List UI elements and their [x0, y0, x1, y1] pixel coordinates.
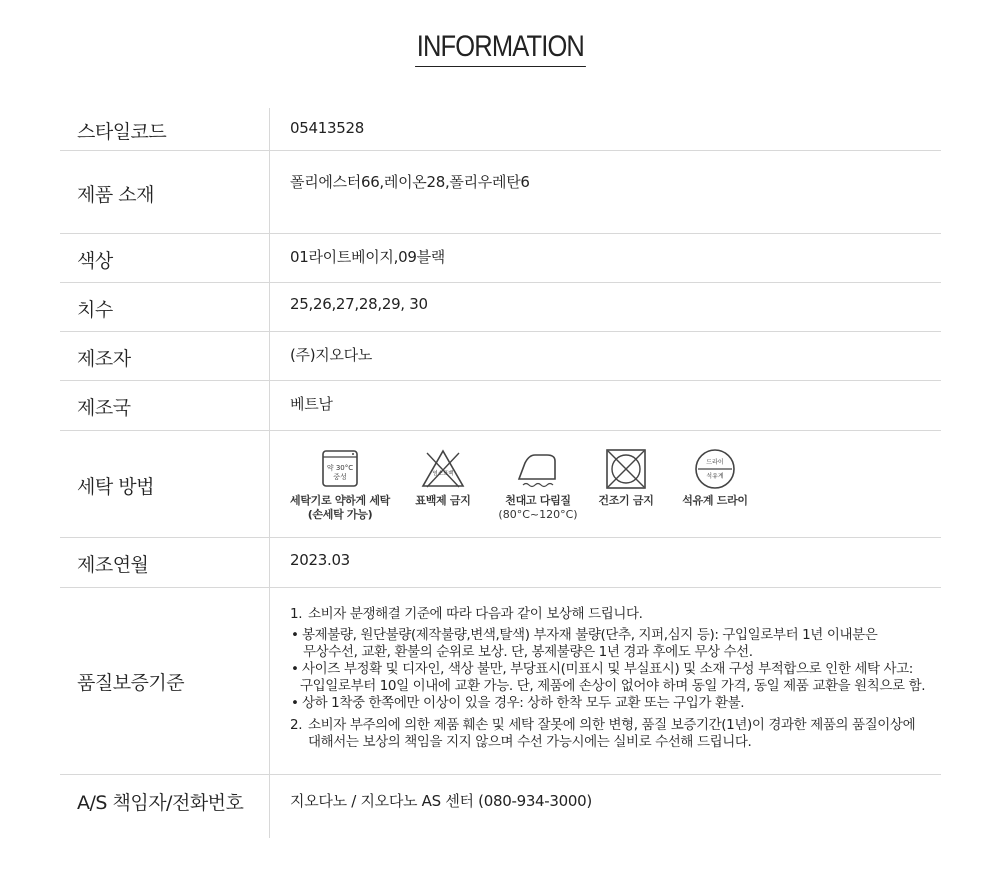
care-label-sub: (80°C~120°C) [498, 508, 578, 521]
care-item-iron [493, 449, 583, 521]
row-value: 25,26,27,28,29, 30 [290, 295, 428, 313]
care-icons [290, 449, 930, 539]
svg-text:염소표백: 염소표백 [432, 471, 454, 477]
row-label: 치수 [77, 299, 113, 321]
page-title: INFORMATION [415, 30, 586, 67]
warranty-item-1: 1. 소비자 분쟁해결 기준에 따라 다음과 같이 보상해 드립니다. [290, 606, 643, 622]
row-label: 제조자 [77, 348, 131, 370]
row-value: 05413528 [290, 119, 364, 137]
care-item-wash [290, 449, 390, 522]
row-value: 2023.03 [290, 551, 350, 569]
row-label: 품질보증기준 [77, 672, 185, 694]
table-row-warranty [60, 588, 941, 775]
table-row-color [60, 234, 941, 283]
table-row-as-contact [60, 775, 941, 838]
care-item-bleach [408, 449, 478, 508]
svg-text:중성: 중성 [333, 473, 347, 481]
row-value: 지오다노 / 지오다노 AS 센터 (080-934-3000) [290, 792, 592, 810]
table-row-maker [60, 332, 941, 381]
table-row-country [60, 381, 941, 431]
warranty-bullet: • 봉제불량, 원단불량(제작불량,변색,탈색) 부자재 불량(단추, 지퍼,심지 등): 구입일로부터 1년 이내분은 [291, 627, 878, 643]
row-label: 스타일코드 [77, 121, 167, 143]
warranty-text [290, 606, 940, 751]
row-value: (주)지오다노 [290, 346, 373, 364]
row-label: 제조연월 [77, 554, 149, 576]
row-value: 01라이트베이지,09블랙 [290, 248, 445, 266]
svg-text:약 30°C: 약 30°C [326, 464, 354, 472]
row-label: A/S 책임자/전화번호 [77, 792, 244, 814]
row-label: 색상 [77, 250, 113, 272]
care-label: 천대고 다림질 [505, 494, 571, 507]
svg-text:석유계: 석유계 [706, 473, 724, 480]
page-title-wrap [0, 30, 1000, 67]
warranty-item-2: 2. 소비자 부주의에 의한 제품 훼손 및 세탁 잘못에 의한 변형, 품질 보증기간(1년)이 경과한 제품의 품질이상에 [290, 717, 916, 733]
table-row-material [60, 151, 941, 234]
row-label: 세탁 방법 [77, 476, 154, 498]
row-label: 제조국 [77, 397, 131, 419]
care-label: 석유계 드라이 [682, 494, 748, 507]
table-row-size [60, 283, 941, 332]
warranty-item-2-cont: 대해서는 보상의 책임을 지지 않으며 수선 가능시에는 실비로 수선해 드립니다. [308, 734, 752, 750]
row-value: 폴리에스터66,레이온28,폴리우레탄6 [290, 173, 530, 191]
dry-clean-icon [693, 449, 737, 489]
warranty-bullet: • 사이즈 부정확 및 디자인, 색상 불만, 부당표시(미표시 및 부실표시) 및 소재 구성 부적합으로 인한 세탁 사고: [291, 661, 913, 677]
warranty-bullet-cont: 무상수선, 교환, 환불의 순위로 보상. 단, 봉제불량은 1년 경과 후에도 무상 수선. [303, 644, 753, 660]
table-row-style-code [60, 108, 941, 151]
care-item-dryclean [670, 449, 760, 508]
table-row-date [60, 538, 941, 588]
no-bleach-icon [421, 449, 465, 489]
care-label: 건조기 금지 [598, 494, 654, 507]
care-label: 세탁기로 약하게 세탁 [290, 494, 390, 507]
no-tumble-dry-icon [604, 449, 648, 489]
wash-30-icon [320, 449, 360, 489]
row-label: 제품 소재 [77, 184, 154, 206]
care-item-dryer [590, 449, 662, 508]
warranty-bullet: • 상하 1착중 한쪽에만 이상이 있을 경우: 상하 한착 모두 교환 또는 구입가 환불. [291, 695, 745, 711]
row-value: 베트남 [290, 395, 333, 413]
care-label: 표백제 금지 [415, 494, 471, 507]
svg-text:드라이: 드라이 [706, 459, 724, 466]
info-table [60, 108, 941, 838]
iron-icon [515, 449, 561, 489]
warranty-bullet-cont: 구입일로부터 10일 이내에 교환 가능. 단, 제품에 손상이 없어야 하며 동일 가격, 동일 제품 교환을 원칙으로 함. [300, 678, 926, 694]
table-row-washing [60, 431, 941, 538]
care-label-sub: (손세탁 가능) [307, 508, 373, 521]
